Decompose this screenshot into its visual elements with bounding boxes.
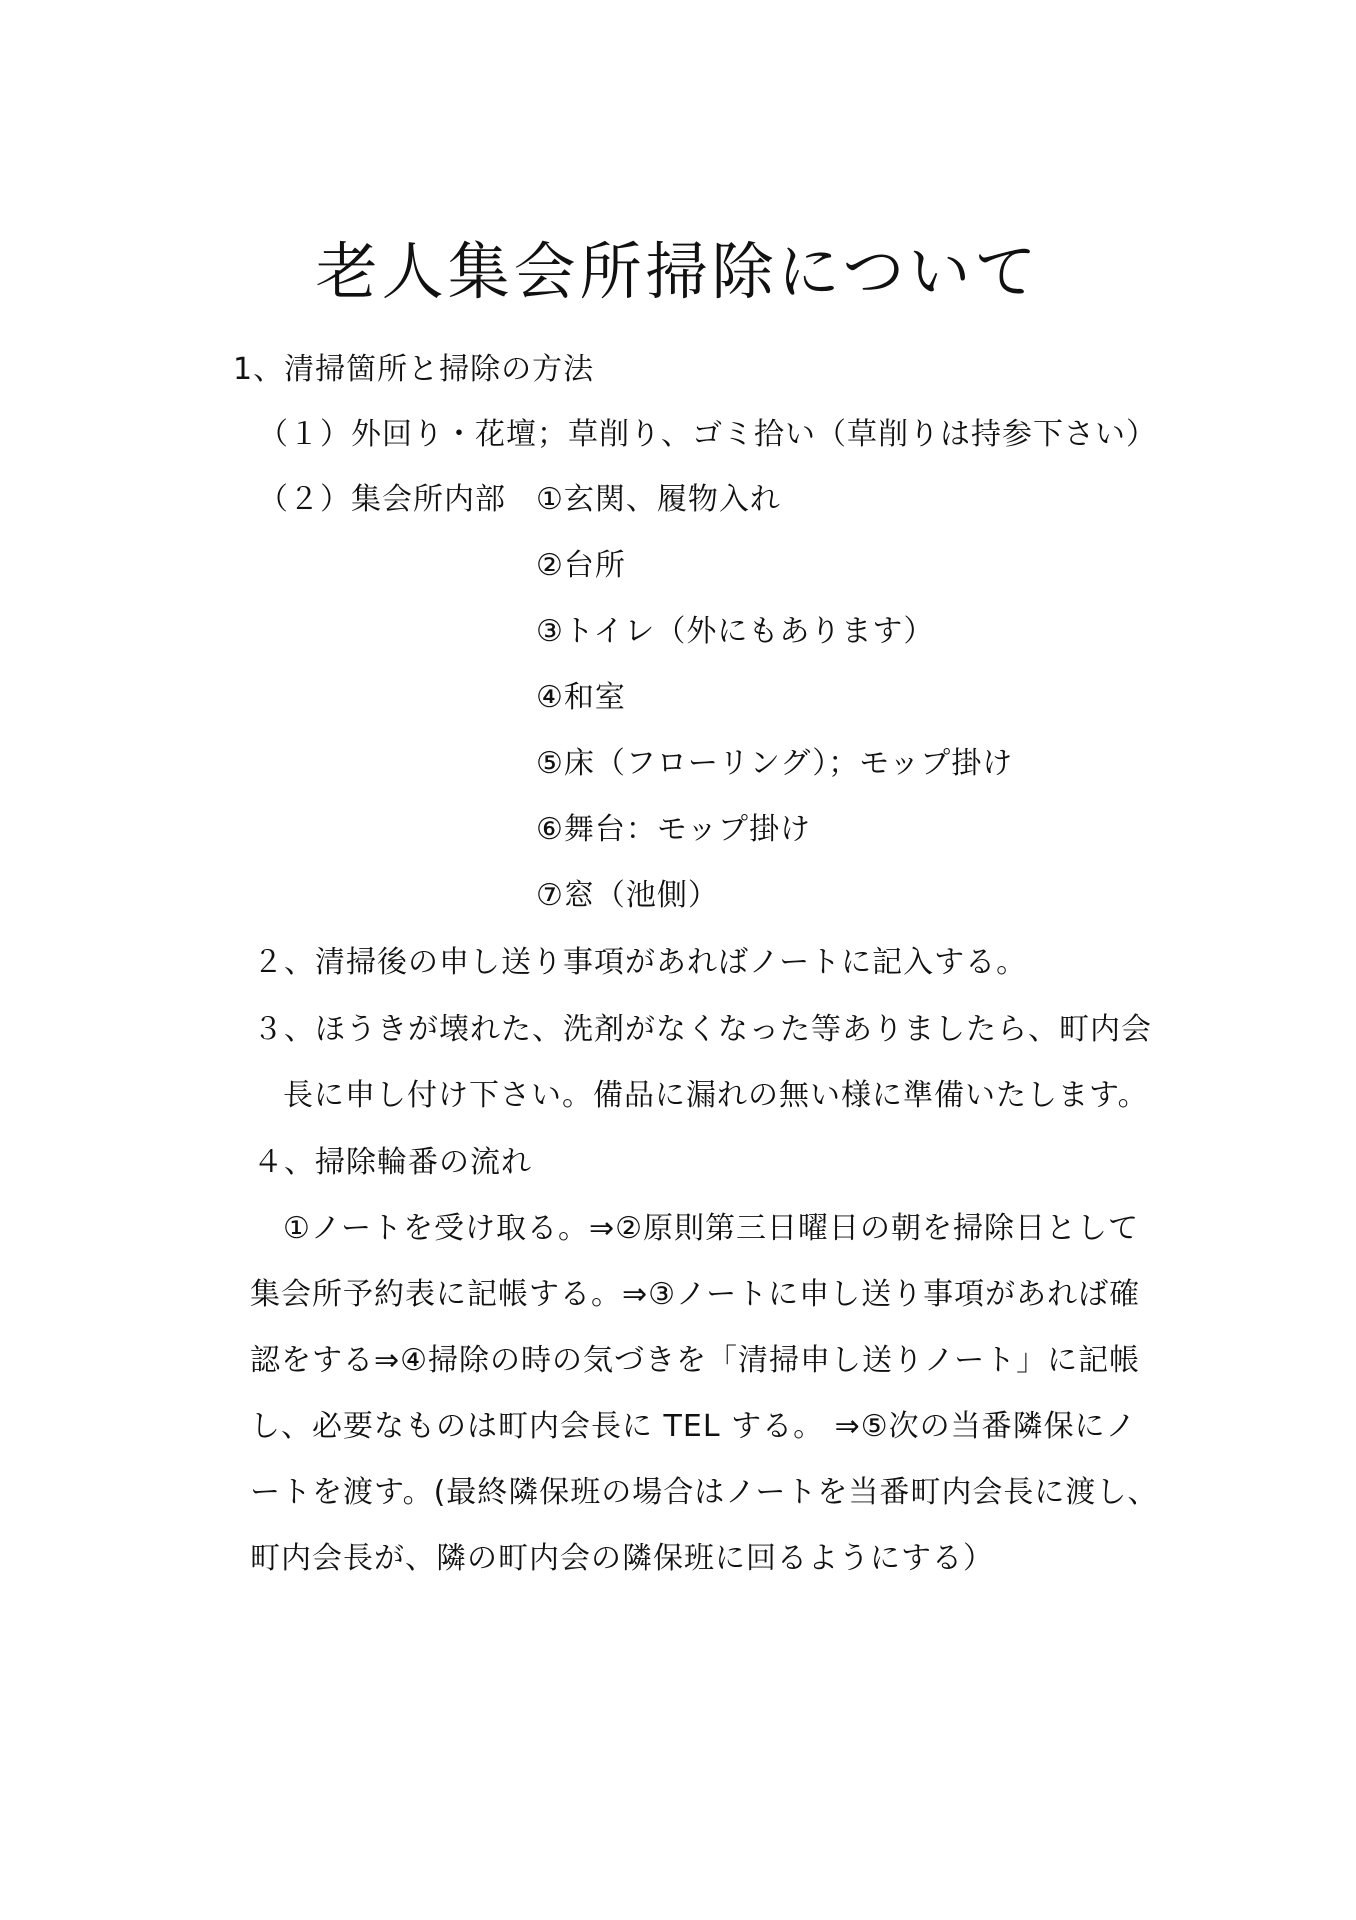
sub-item-japanese-room: ④和室 <box>536 680 626 715</box>
page-title: 老人集会所掃除について <box>315 235 1041 308</box>
section4-heading: ４、掃除輪番の流れ <box>253 1145 532 1180</box>
section2-text: ２、清掃後の申し送り事項があればノートに記入する。 <box>253 945 1028 980</box>
sub-item-floor: ⑤床（フローリング）；モップ掛け <box>536 746 1014 781</box>
section3-line-2: 長に申し付け下さい。備品に漏れの無い様に準備いたします。 <box>283 1078 1149 1113</box>
section4-line-6: 町内会長が、隣の町内会の隣保班に回るようにする） <box>250 1541 994 1576</box>
section4-line-1: ①ノートを受け取る。⇒②原則第三日曜日の朝を掃除日として <box>283 1211 1140 1246</box>
section4-line-3: 認をする⇒④掃除の時の気づきを「清掃申し送りノート」に記帳 <box>250 1343 1141 1378</box>
section3-line-1: ３、ほうきが壊れた、洗剤がなくなった等ありましたら、町内会 <box>253 1012 1152 1047</box>
section1-heading: 1、清掃箇所と掃除の方法 <box>233 352 595 387</box>
section4-line-2: 集会所予約表に記帳する。⇒③ノートに申し送り事項があれば確 <box>250 1277 1141 1312</box>
section1-item2-label: （２）集会所内部 <box>258 482 506 517</box>
sub-item-toilet: ③トイレ（外にもあります） <box>536 614 935 649</box>
section1-item1: （１）外回り・花壇；草削り、ゴミ拾い（草削りは持参下さい） <box>258 417 1157 452</box>
sub-item-entrance: ①玄関、履物入れ <box>536 482 781 517</box>
section4-line-5: ートを渡す。(最終隣保班の場合はノートを当番町内会長に渡し、 <box>250 1475 1159 1510</box>
section4-line-4: し、必要なものは町内会長に TEL する。 ⇒⑤次の当番隣保にノ <box>250 1409 1137 1444</box>
sub-item-kitchen: ②台所 <box>536 548 626 583</box>
sub-item-window: ⑦窓（池側） <box>536 878 719 913</box>
sub-item-stage: ⑥舞台：モップ掛け <box>536 812 811 847</box>
